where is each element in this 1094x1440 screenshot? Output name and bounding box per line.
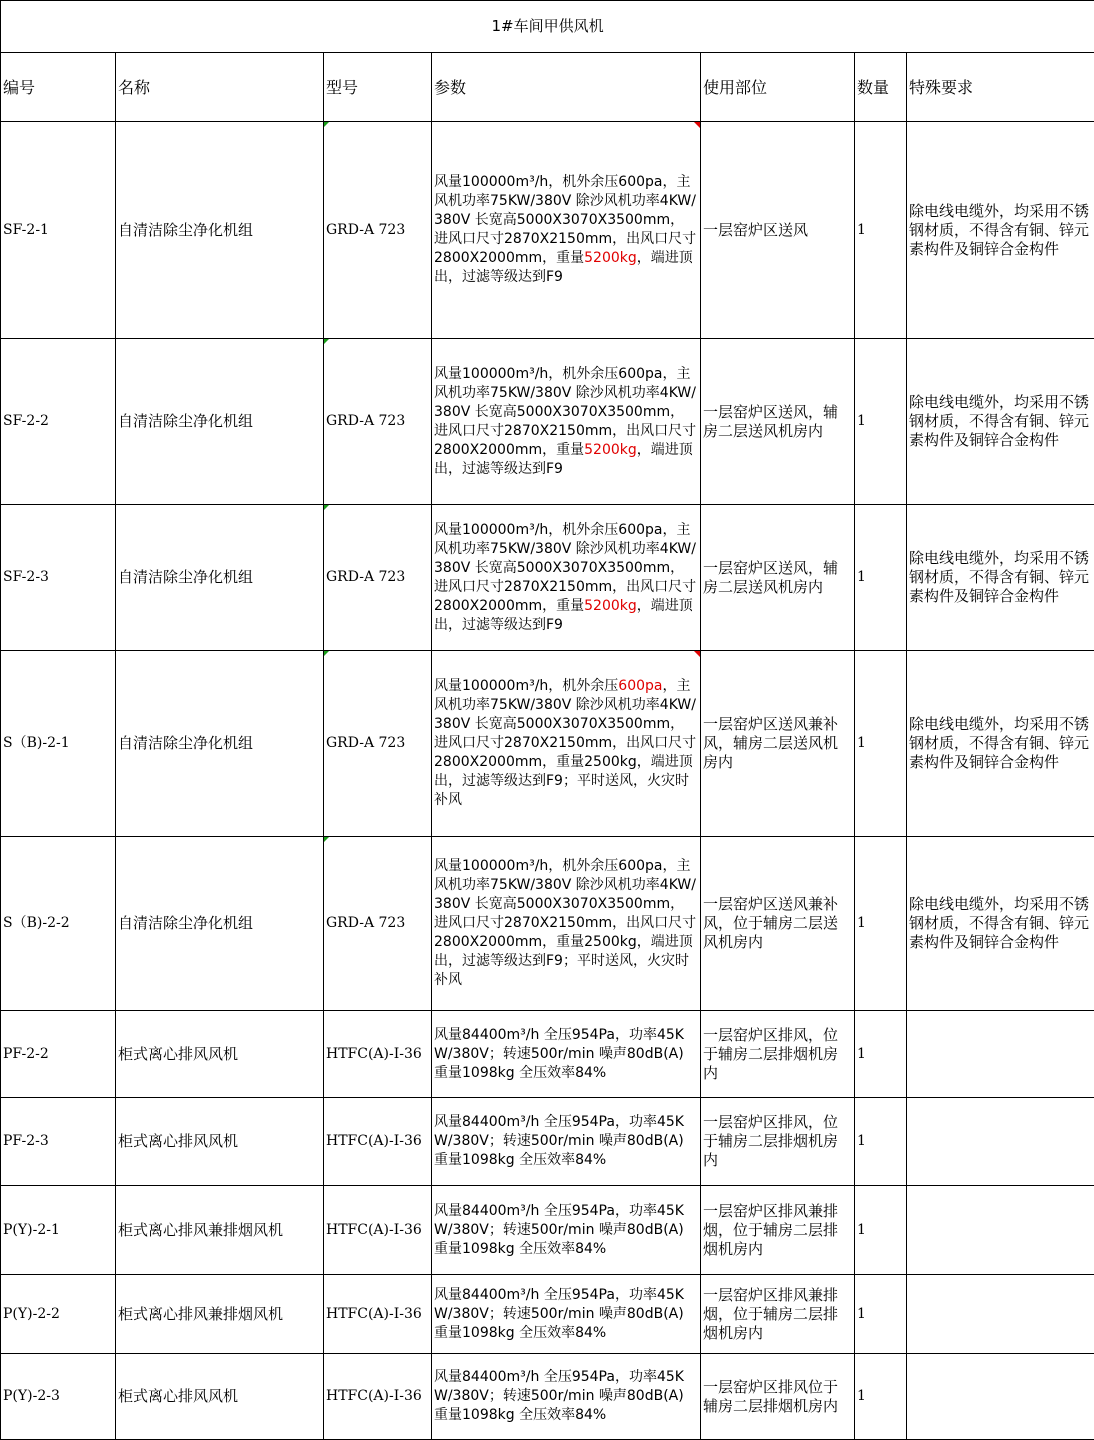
- cell-special: [907, 1354, 1094, 1440]
- params-text: 风量84400m³/h 全压954Pa，功率45KW/380V；转速500r/min 噪声80dB(A) 重量1098kg 全压效率84%: [434, 1027, 684, 1081]
- params-text-tail: ，主风机功率75KW/380V 除沙风机功率4KW/380V 长宽高5000X3070X3500mm，进风口尺寸2870X2150mm，出风口尺寸2800X2000mm，重量2500kg，端进顶出，过滤等级达到F9；平时送风，火灾时补风: [434, 678, 696, 808]
- cell-params: [432, 1011, 701, 1098]
- cell-params: [432, 339, 701, 505]
- cell-params: [432, 837, 701, 1011]
- cell-params: [432, 122, 701, 339]
- header-special: 特殊要求: [907, 53, 1094, 122]
- cell-no: PF-2-3: [1, 1098, 116, 1186]
- params-highlight: 5200kg: [584, 598, 637, 614]
- cell-qty: 1: [855, 505, 907, 651]
- params-text: 风量84400m³/h 全压954Pa，功率45KW/380V；转速500r/min 噪声80dB(A) 重量1098kg 全压效率84%: [434, 1114, 684, 1168]
- cell-name: 自清洁除尘净化机组: [116, 837, 324, 1011]
- cell-location: 一层窑炉区送风，辅房二层送风机房内: [701, 339, 855, 505]
- params-text: 风量100000m³/h，机外余压600pa，主风机功率75KW/380V 除沙风机功率4KW/380V 长宽高5000X3070X3500mm，进风口尺寸2870X2150mm，出风口尺寸2800X2000mm，重量2500kg，端进顶出，过滤等级达到F9；平时送风，火灾时补风: [434, 858, 696, 988]
- cell-qty: 1: [855, 122, 907, 339]
- cell-model: HTFC(A)-I-36: [324, 1354, 432, 1440]
- table-row: [1, 1275, 1094, 1354]
- params-text-tail: ，端进顶出，过滤等级达到F9: [434, 442, 693, 477]
- cell-no: SF-2-1: [1, 122, 116, 339]
- params-highlight: 5200kg: [584, 442, 637, 458]
- params-text: 风量100000m³/h，机外余压: [434, 678, 618, 694]
- cell-special: 除电线电缆外，均采用不锈钢材质，不得含有铜、锌元素构件及铜锌合金构件: [907, 651, 1094, 837]
- cell-params: [432, 1275, 701, 1354]
- cell-location: 一层窑炉区送风: [701, 122, 855, 339]
- title-row: [1, 1, 1094, 53]
- header-qty: 数量: [855, 53, 907, 122]
- header-name: 名称: [116, 53, 324, 122]
- cell-special: [907, 1098, 1094, 1186]
- header-params: 参数: [432, 53, 701, 122]
- cell-location: 一层窑炉区排风位于辅房二层排烟机房内: [701, 1354, 855, 1440]
- params-highlight: 600pa: [618, 678, 662, 694]
- cell-params: [432, 1186, 701, 1275]
- params-text: 风量100000m³/h，机外余压600pa，主风机功率75KW/380V 除沙风机功率4KW/380V 长宽高5000X3070X3500mm，进风口尺寸2870X2150mm，出风口尺寸2800X2000mm，重量: [434, 522, 696, 614]
- table-row: [1, 339, 1094, 505]
- header-no: 编号: [1, 53, 116, 122]
- cell-location: 一层窑炉区送风兼补风，辅房二层送风机房内: [701, 651, 855, 837]
- cell-special: [907, 1275, 1094, 1354]
- cell-qty: 1: [855, 1011, 907, 1098]
- cell-location: 一层窑炉区送风，辅房二层送风机房内: [701, 505, 855, 651]
- params-text-tail: ，端进顶出，过滤等级达到F9: [434, 250, 693, 285]
- cell-no: P(Y)-2-3: [1, 1354, 116, 1440]
- header-location: 使用部位: [701, 53, 855, 122]
- header-row: [1, 53, 1094, 122]
- table-title: 1#车间甲供风机: [1, 1, 1094, 53]
- table-row: [1, 122, 1094, 339]
- cell-name: 自清洁除尘净化机组: [116, 651, 324, 837]
- cell-location: 一层窑炉区排风，位于辅房二层排烟机房内: [701, 1098, 855, 1186]
- cell-special: 除电线电缆外，均采用不锈钢材质，不得含有铜、锌元素构件及铜锌合金构件: [907, 339, 1094, 505]
- cell-no: SF-2-3: [1, 505, 116, 651]
- cell-location: 一层窑炉区送风兼补风，位于辅房二层送风机房内: [701, 837, 855, 1011]
- cell-qty: 1: [855, 837, 907, 1011]
- cell-model: GRD-A 723: [324, 505, 432, 651]
- cell-name: 柜式离心排风风机: [116, 1098, 324, 1186]
- cell-model: GRD-A 723: [324, 651, 432, 837]
- cell-name: 柜式离心排风兼排烟风机: [116, 1186, 324, 1275]
- cell-params: [432, 651, 701, 837]
- table-row: [1, 1354, 1094, 1440]
- params-text: 风量84400m³/h 全压954Pa，功率45KW/380V；转速500r/min 噪声80dB(A) 重量1098kg 全压效率84%: [434, 1287, 684, 1341]
- params-text-tail: ，端进顶出，过滤等级达到F9: [434, 598, 693, 633]
- table-row: [1, 837, 1094, 1011]
- params-text: 风量84400m³/h 全压954Pa，功率45KW/380V；转速500r/min 噪声80dB(A) 重量1098kg 全压效率84%: [434, 1369, 684, 1423]
- params-text: 风量100000m³/h，机外余压600pa，主风机功率75KW/380V 除沙风机功率4KW/380V 长宽高5000X3070X3500mm，进风口尺寸2870X2150mm，出风口尺寸2800X2000mm，重量: [434, 174, 696, 266]
- cell-name: 自清洁除尘净化机组: [116, 505, 324, 651]
- header-model: 型号: [324, 53, 432, 122]
- table-row: [1, 1011, 1094, 1098]
- cell-model: GRD-A 723: [324, 837, 432, 1011]
- cell-no: P(Y)-2-1: [1, 1186, 116, 1275]
- cell-params: [432, 1098, 701, 1186]
- cell-name: 柜式离心排风风机: [116, 1354, 324, 1440]
- cell-no: S（B)-2-2: [1, 837, 116, 1011]
- cell-no: SF-2-2: [1, 339, 116, 505]
- cell-name: 自清洁除尘净化机组: [116, 122, 324, 339]
- cell-qty: 1: [855, 651, 907, 837]
- cell-qty: 1: [855, 339, 907, 505]
- cell-model: GRD-A 723: [324, 339, 432, 505]
- table-row: [1, 651, 1094, 837]
- cell-params: [432, 1354, 701, 1440]
- cell-model: HTFC(A)-I-36: [324, 1186, 432, 1275]
- cell-special: 除电线电缆外，均采用不锈钢材质，不得含有铜、锌元素构件及铜锌合金构件: [907, 122, 1094, 339]
- table-row: [1, 1186, 1094, 1275]
- params-text: 风量100000m³/h，机外余压600pa，主风机功率75KW/380V 除沙风机功率4KW/380V 长宽高5000X3070X3500mm，进风口尺寸2870X2150mm，出风口尺寸2800X2000mm，重量: [434, 366, 696, 458]
- table-row: [1, 505, 1094, 651]
- cell-no: PF-2-2: [1, 1011, 116, 1098]
- cell-name: 自清洁除尘净化机组: [116, 339, 324, 505]
- cell-model: HTFC(A)-I-36: [324, 1011, 432, 1098]
- cell-qty: 1: [855, 1098, 907, 1186]
- cell-model: HTFC(A)-I-36: [324, 1098, 432, 1186]
- cell-no: P(Y)-2-2: [1, 1275, 116, 1354]
- cell-name: 柜式离心排风风机: [116, 1011, 324, 1098]
- cell-qty: 1: [855, 1186, 907, 1275]
- params-text: 风量84400m³/h 全压954Pa，功率45KW/380V；转速500r/min 噪声80dB(A) 重量1098kg 全压效率84%: [434, 1203, 684, 1257]
- cell-name: 柜式离心排风兼排烟风机: [116, 1275, 324, 1354]
- cell-no: S（B)-2-1: [1, 651, 116, 837]
- cell-qty: 1: [855, 1354, 907, 1440]
- cell-qty: 1: [855, 1275, 907, 1354]
- cell-params: [432, 505, 701, 651]
- cell-special: [907, 1186, 1094, 1275]
- table-row: [1, 1098, 1094, 1186]
- cell-location: 一层窑炉区排风兼排烟，位于辅房二层排烟机房内: [701, 1186, 855, 1275]
- cell-special: 除电线电缆外，均采用不锈钢材质，不得含有铜、锌元素构件及铜锌合金构件: [907, 505, 1094, 651]
- cell-model: HTFC(A)-I-36: [324, 1275, 432, 1354]
- cell-special: 除电线电缆外，均采用不锈钢材质，不得含有铜、锌元素构件及铜锌合金构件: [907, 837, 1094, 1011]
- cell-special: [907, 1011, 1094, 1098]
- cell-model: GRD-A 723: [324, 122, 432, 339]
- cell-location: 一层窑炉区排风兼排烟，位于辅房二层排烟机房内: [701, 1275, 855, 1354]
- params-highlight: 5200kg: [584, 250, 637, 266]
- cell-location: 一层窑炉区排风，位于辅房二层排烟机房内: [701, 1011, 855, 1098]
